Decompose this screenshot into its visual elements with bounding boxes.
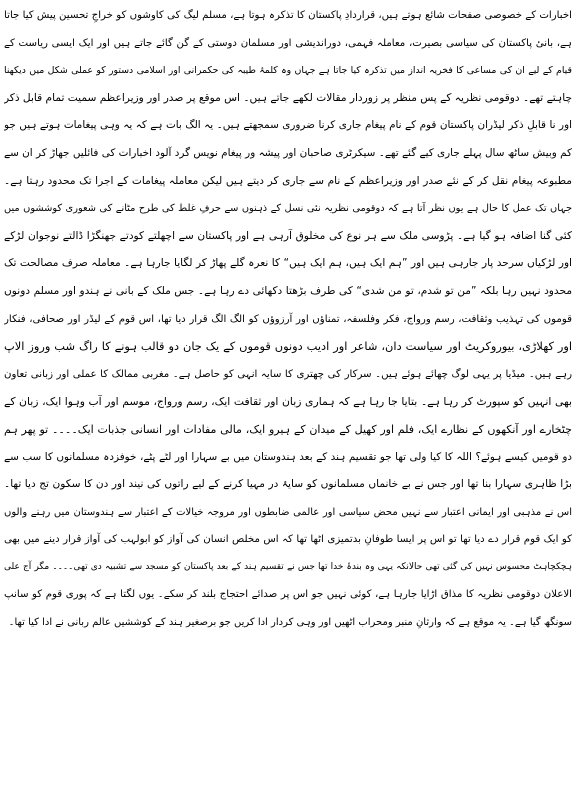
text-line: محدود نہیں رہا بلکہ ”من تو شدم، تو من شدی“ کی طرف بڑھتا دکھائی دے رہا ہے۔ جس ملک کے بانی نے ہندو اور مسلم دونوں [4,284,572,297]
text-line: ہے، بانیٔ پاکستان کی سیاسی بصیرت، معاملہ فہمی، دوراندیشی اور مسلمان دوستی کے گن گائے جاتے ہیں اور ایک ایسی ریاست کے [4,37,572,49]
text-line: کم وبیش ساٹھ سال پہلے جاری کیے گئے تھے۔ سیکرٹری صاحبان اور پیشہ ور پیغام نویس گرد آلود اخبارات کی فائلیں جھاڑ کر ان سے [4,146,572,159]
text-line: دو قومیں کیسے ہوئے؟ اللہ کا کیا ولی تھا جو تقسیم ہند کے بعد ہندوستان میں بے سہارا اور لٹے پٹے، خوفزدہ مسلمانوں کا سب سے [4,450,572,463]
text-line: الاعلان دوقومی نظریہ کا مذاق اڑایا جارہا ہے، کوئی نہیں جو اس پر صدائے احتجاج بلند کر سکے۔ یوں لگتا ہے کہ پوری قوم کو سانپ [4,589,572,601]
text-line: اور لڑکیاں سرحد پار جارہی ہیں اور ”ہم ایک ہیں، ہم ایک ہیں“ کا نعرہ گلے پھاڑ کر لگایا جارہا ہے۔ معاملہ صرف مصالحت تک [4,257,572,270]
text-line: ہچکچاہٹ محسوس نہیں کی گئی تھی حالانکہ یہی وہ بندۂ خدا تھا جس نے تقسیم ہند کے بعد پاکستان کو مسجد سے تشبیہ دی تھی۔۔۔۔ مگر آج علی [4,561,572,572]
text-line: قیام کے لیے ان کی مساعی کا فخریہ انداز میں تذکرہ کیا جاتا ہے جہاں وہ کلمۂ طیبہ کی حکمرانی اور اسلامی دستور کو عملی شکل میں دیکھنا [4,65,572,77]
text-line: کو ایک قوم قرار دے دیا تھا تو اس پر ایسا طوفانِ بدتمیزی اٹھا تھا کہ اس مخلص انسان کی آواز کو ابولہب کی آواز قرار دینے میں بھی [4,534,572,546]
text-line: جہاں تک عمل کا حال ہے یوں نظر آتا ہے کہ دوقومی نظریہ نئی نسل کے ذہنوں سے حرفِ غلط کی طرح مٹانے کی شعوری کوششوں میں [4,203,572,215]
text-line: اخبارات کے خصوصی صفحات شائع ہوتے ہیں، قراردادِ پاکستان کا تذکرہ ہوتا ہے، مسلم لیگ کی کاوشوں کو خراجِ تحسین پیش کیا جاتا [4,10,572,21]
text-line: قوموں کی تہذیب وثقافت، رسم ورواج، فکر وفلسفہ، تمناؤں اور آرزوؤں کو الگ الگ قرار دیا تھا، اس قوم کے لیڈر اور صحافی، فنکار [4,313,572,325]
text-line: اس نے مذہبی اور ایمانی اعتبار سے نہیں محض سیاسی اور عالمی ضابطوں اور مروجہ خیالات کے اعتبار سے ہندوستان میں رہنے والوں [4,506,572,518]
text-line: سونگھ گیا ہے۔ یہ موقع ہے کہ وارثانِ منبر ومحراب اٹھیں اور وہی کردار ادا کریں جو برصغیر ہند کے کوششیں عالم ربانی نے ادا کیا تھا۔ [8,617,572,629]
text-line: اور کھلاڑی، بیوروکریٹ اور سیاست دان، شاعر اور ادیب دونوں قوموں کے یک جان دو قالب ہونے کا راگ شب وروز الاپ [4,339,572,354]
text-line: چٹخارے اور آنکھوں کے نظارے ایک، فلم اور کھیل کے میدان کے ہیرو ایک، مالی مفادات اور انسانی جذبات ایک۔۔۔۔ تو پھر ہم [4,422,572,436]
text-line: اور نا قابلِ ذکر لیڈران پاکستان قوم کے نام پیغام جاری کرنا ضروری سمجھتے ہیں۔ یہ الگ بات ہے کہ یہ وہی پیغامات ہوتے ہیں جو [4,119,572,132]
text-line: کئی گنا اضافہ ہو گیا ہے۔ پڑوسی ملک سے ہر نوع کی مخلوق آرہی ہے اور پاکستان سے اچھلتے کودتے جھنگڑا ڈالتے نوجوان لڑکے [4,229,572,242]
text-line: چاہتے تھے۔ دوقومی نظریہ کے پس منظر پر زوردار مقالات لکھے جاتے ہیں۔ اس موقع پر صدر اور وزیراعظم سمیت تمام قابل ذکر [4,91,572,104]
text-line: رہے ہیں۔ میڈیا پر یہی لوگ چھائے ہوئے ہیں۔ سرکار کی چھتری کا سایہ انہی کو حاصل ہے۔ مغربی ممالک کا عملی اور زبانی تعاون [4,368,572,380]
text-line: بڑا ظاہری سہارا بنا تھا اور جس نے بے خانماں مسلمانوں کو سایۂ در مہیا کرنے کے لیے راتوں کی نیند اور دن کا سکون تج دیا تھا۔ [4,478,572,491]
text-line: بھی انہیں کو سپورٹ کر رہا ہے۔ بتایا جا رہا ہے کہ ہماری زبان اور ثقافت ایک، رسم ورواج، موسم اور آب وہوا ایک، زبان کے [4,395,572,409]
text-line: مطبوعہ پیغام نقل کر کے نئے صدر اور وزیراعظم کے نام سے جاری کر دیتے ہیں لیکن معاملہ پیغامات کے اجرا تک محدود رہتا ہے۔ [4,174,572,187]
